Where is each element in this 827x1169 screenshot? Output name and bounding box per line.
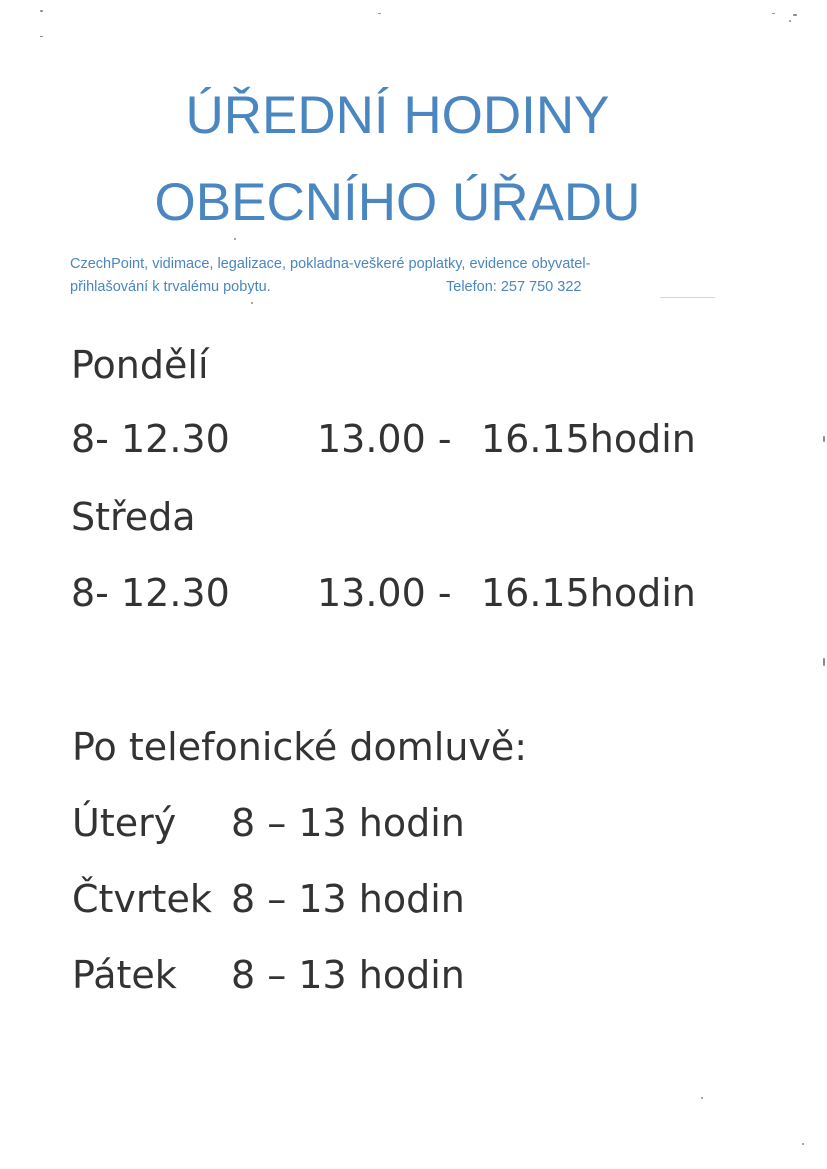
hours-thursday: 8 – 13 hodin <box>231 877 465 921</box>
hours-morning-wednesday: 8- 12.30 <box>71 571 230 615</box>
day-label-monday: Pondělí <box>71 343 209 387</box>
day-label-thursday: Čtvrtek <box>72 877 212 921</box>
hours-tuesday: 8 – 13 hodin <box>231 801 465 845</box>
day-label-friday: Pátek <box>72 953 177 997</box>
hours-morning-monday: 8- 12.30 <box>71 417 230 461</box>
phone-number: Telefon: 257 750 322 <box>446 279 582 295</box>
day-label-tuesday: Úterý <box>72 801 177 845</box>
services-description-line-2: přihlašování k trvalému pobytu. <box>70 279 271 295</box>
hours-afternoon-start-wednesday: 13.00 - <box>317 571 452 615</box>
hours-afternoon-end-wednesday: 16.15hodin <box>481 571 696 615</box>
services-description-line-1: CzechPoint, vidimace, legalizace, pokladna-veškeré poplatky, evidence obyvatel- <box>70 256 591 272</box>
hours-afternoon-end-monday: 16.15hodin <box>481 417 696 461</box>
day-label-wednesday: Středa <box>71 495 196 539</box>
hours-friday: 8 – 13 hodin <box>231 953 465 997</box>
appointment-heading: Po telefonické domluvě: <box>72 725 528 769</box>
page-title-line-1: ÚŘEDNÍ HODINY <box>185 86 610 145</box>
hours-afternoon-start-monday: 13.00 - <box>317 417 452 461</box>
page-title-line-2: OBECNÍHO ÚŘADU <box>154 173 641 232</box>
